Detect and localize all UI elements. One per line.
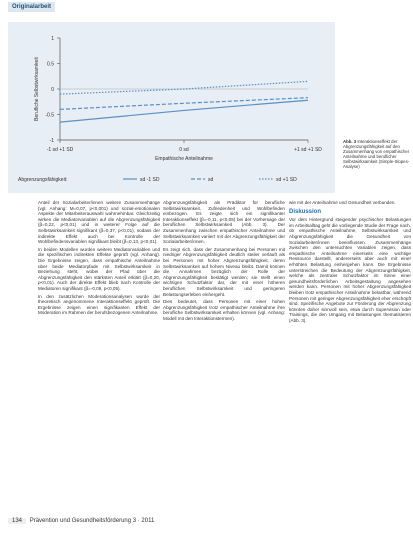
x-axis-label: Empathische Anteilnahme [155, 156, 213, 162]
paragraph: Es zeigt sich, dass der Zusammenhang bei Personen mit niedriger Abgrenzungsfähigkeit deutlich steiler verläuft als bei Personen mit hoher Abgrenzungsfähigkeit, deren Selbstwirksamkeit auf hohem Niveau bleibt. Damit können die Annahmen bezüglich der Rolle der Abgrenzungsfähigkeit bestätigt werden; sie stellt einen wichtigen Schutzfaktor dar, der mit einer höheren beruflichen Selbstwirksamkeit und geringeren Belastungserleben einhergeht. [163, 246, 285, 297]
legend-entry: sd -1 SD [140, 177, 160, 183]
legend-entry: sd [208, 177, 214, 183]
page-footer [8, 518, 154, 524]
section-heading: Diskussion [289, 208, 322, 215]
y-tick-label: 0 [51, 87, 54, 93]
y-tick-label: -0.5 [45, 112, 54, 119]
paragraph: Abgrenzungsfähigkeit als Prädiktor für berufliche Selbstwirksamkeit, Zufriedenheit und Wohlbefinden einbezogen. Es zeigte sich ein signifikanter Interaktionseffekt (β=-0,11, p<0,05) bei der Vorhersage der beruflichen Selbstwirksamkeit (Abb. 3). Der Zusammenhang zwischen empathischer Anteilnahme und Selbstwirksamkeit variiert mit der Abgrenzungsfähigkeit der Sozialarbeiter/innen. [163, 200, 285, 245]
paragraph: Anteil der Sozialarbeiter/innen weitere Zusammenhänge (vgl. Anhang: M=0,07, p<0,001) und sozial-emotionalen Aspekte der Mitarbeiterauswahl wahrnehmbar. Gleichzeitig wirken die Mediatorvariablen auf die Abgrenzungsfähigkeit (β=0,22, p<0,01) und in weiterer Folge auf die Selbstwirksamkeit signifikant (β=0,37, p<0,01), sodass der indirekte Effekt auch bei Kontrolle der Wohlbefindensvariablen signifikant bleibt (β=0,13, p<0,01). [38, 200, 160, 245]
x-tick-label: +1 sd +1 SD [294, 147, 322, 153]
figure-caption [343, 139, 411, 169]
section-tag: Originalarbeit [8, 2, 55, 12]
x-tick-label: -1 sd +1 SD [46, 147, 74, 153]
y-axis-label: Berufliche Selbstwirksamkeit [34, 57, 40, 121]
series-line [60, 81, 308, 94]
legend-entry: sd +1 SD [276, 177, 297, 183]
interaction-chart [8, 22, 335, 193]
y-tick-label: 0.5 [47, 61, 54, 68]
paragraph: In beiden Modellen wurden weitere Mediatorvariablen und die spezifischen indirekten Effekte geprüft (vgl. Anhang). Die Ergebnisse zeigen, dass empathische Anteilnahme über beide Mediatorpfade mit Selbstwirksamkeit in Beziehung steht, wobei der Pfad über die Abgrenzungsfähigkeit den stärksten Anteil erklärt (β=0,20, p<0,01). Auch der direkte Effekt blieb nach Kontrolle der Mediatoren signifikant (β=-0,09, p<0,05). [38, 246, 160, 291]
series-line [60, 100, 308, 122]
journal-name: Prävention und Gesundheitsförderung 3 · 2011 [29, 518, 155, 524]
paragraph: Dies bedeutet, dass Personen mit einer hohen Abgrenzungsfähigkeit trotz empathischer Anteilnahme ihre berufliche Selbstwirksamkeit erhalten können (vgl. Anhang: Modell mit den Interaktionstermen). [163, 299, 285, 321]
y-tick-label: 1 [51, 36, 54, 42]
caption-label: Abb. 3 [343, 139, 357, 144]
y-tick-label: -1 [49, 138, 54, 144]
text-column-3 [289, 200, 411, 325]
text-column-2 [163, 200, 285, 323]
caption-text: Interaktionseffekt der Abgrenzungsfähigkeit auf den Zusammenhang von empathischer Anteilnahme und beruflicher Selbstwirksamkeit (Simple-Slopes-Analyse) [343, 139, 410, 169]
page-number: 134 [8, 518, 26, 524]
x-tick-label: 0 sd [179, 147, 189, 153]
text-column-1 [38, 200, 160, 318]
legend-title: Abgrenzungsfähigkeit: [18, 177, 68, 183]
paragraph: In den zusätzlichen Moderationsanalysen wurde der theoretisch angenommene Interaktionseffekt geprüft. Die Ergebnisse zeigen einen signifikanten Effekt der Moderation im Rahmen der berufsbezogenen Anteilnahme. [38, 293, 160, 316]
paragraph: wie mit der Anteilnahme und Gesundheit verbunden. [289, 200, 396, 205]
paragraph: Vor dem Hintergrund steigender psychischer Belastungen im Arbeitsalltag geht die vorliegende Studie der Frage nach, ob empathische Anteilnahme, Selbstwirksamkeit und Abgrenzungsfähigkeit die Gesundheit von Sozialarbeiter/innen beeinflussen. Zusammenhänge zwischen den untersuchten Variablen zeigen, dass empathische Anteilnahme einerseits eine wichtige Ressource darstellt, andererseits aber auch mit einer erhöhten Belastung einhergehen kann. Die Ergebnisse unterstreichen die Bedeutung der Abgrenzungsfähigkeit, welche als zentraler Schutzfaktor im Sinne einer gesundheitsförderlichen Arbeitsgestaltung angesehen werden kann. Personen mit hoher Abgrenzungsfähigkeit bleiben trotz empathischer Anteilnahme belastbar, während Personen mit geringer Abgrenzungsfähigkeit eher erschöpft sind. Spezifische Angebote zur Förderung der Abgrenzung könnten daher sinnvoll sein, etwa durch Supervision oder Trainings, die den Umgang mit Belastungen thematisieren (Abb. 3). [289, 217, 411, 323]
figure-panel [8, 22, 335, 193]
